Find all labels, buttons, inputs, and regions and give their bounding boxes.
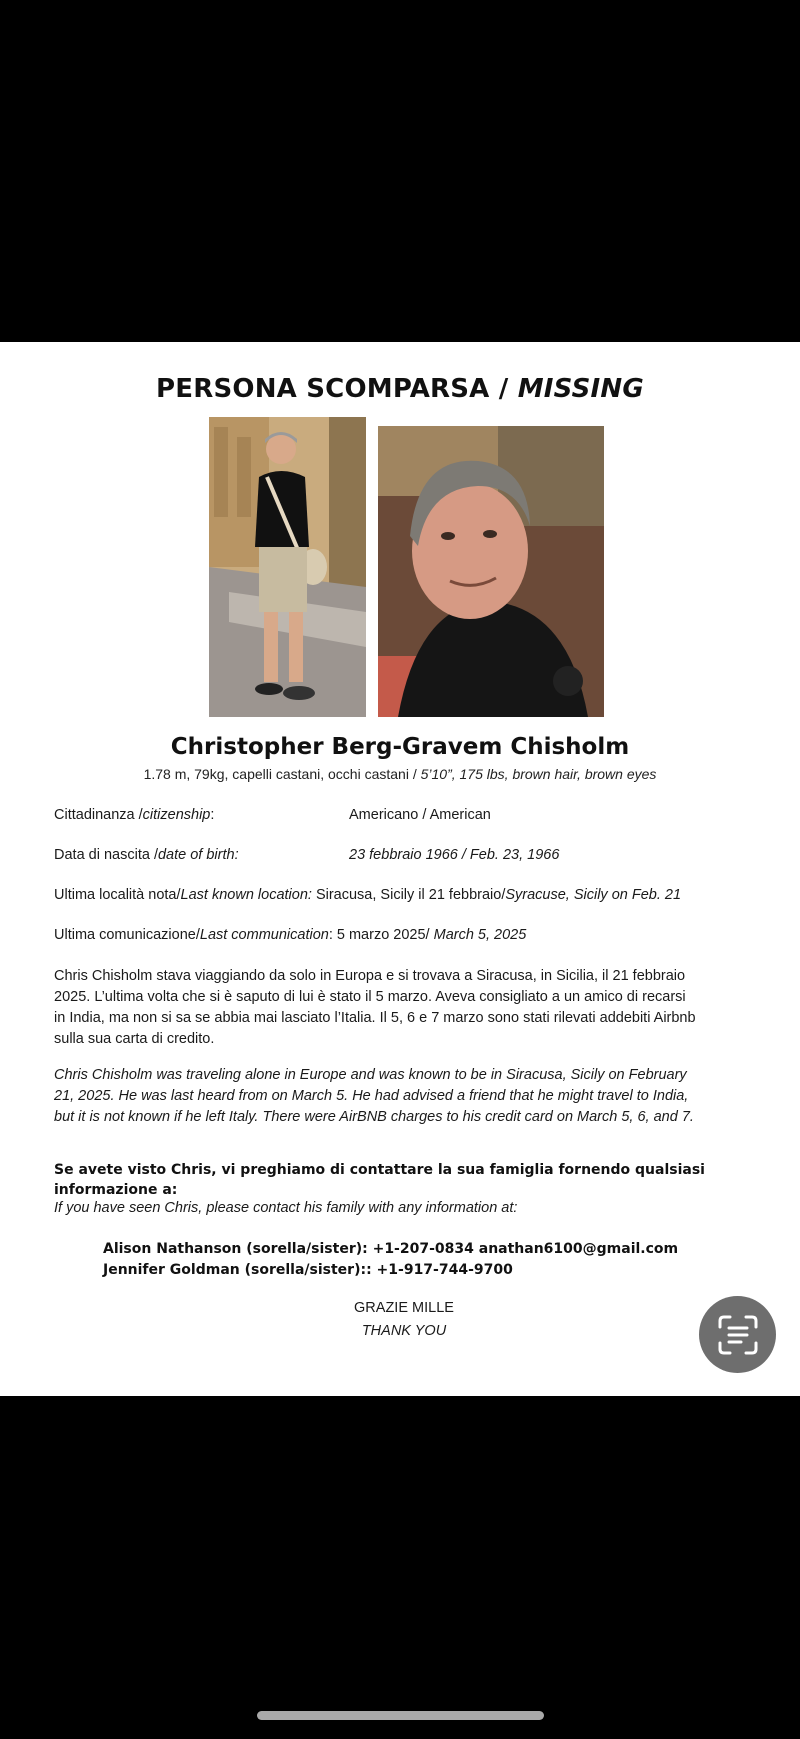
contact-subheading: If you have seen Chris, please contact his family with any information at:	[54, 1200, 518, 1216]
dob-value: 23 febbraio 1966 / Feb. 23, 1966	[349, 847, 560, 863]
thanks-english: THANK YOU	[361, 1323, 447, 1339]
portrait-photo	[378, 426, 604, 717]
full-body-photo	[209, 417, 366, 717]
thanks-italian: GRAZIE MILLE	[354, 1300, 454, 1316]
contact-heading: Se avete visto Chris, vi preghiamo di contattare la sua famiglia fornendo qualsiasi informazione a:	[54, 1162, 705, 1198]
citizenship-row: Cittadinanza /citizenship: Americano / American	[54, 807, 491, 823]
home-indicator[interactable]	[257, 1711, 544, 1720]
physical-description: 1.78 m, 79kg, capelli castani, occhi castani / 5’10”, 175 lbs, brown hair, brown eyes	[143, 766, 657, 782]
paragraph-english: Chris Chisholm was traveling alone in Europe and was known to be in Siracusa, Sicily on February 21, 2025. He was last heard from on March 5. He had advised a friend that he might travel to India, but it is not known if he left Italy. There were AirBNB charges to his credit card on March 5, 6, and 7.	[54, 1067, 694, 1125]
communication-row: Ultima comunicazione/Last communication: 5 marzo 2025/ March 5, 2025	[54, 927, 527, 943]
poster-title: PERSONA SCOMPARSA / MISSING	[156, 374, 644, 404]
paragraph-italian: Chris Chisholm stava viaggiando da solo in Europa e si trovava a Siracusa, in Sicilia, il 21 febbraio 2025. L’ultima volta che si è saputo di lui è stato il 5 marzo. Aveva consigliato a un amico di recarsi in India, ma non si sa se abbia mai lasciato l’Italia. Il 5, 6 e 7 marzo sono stati rilevati addebiti Airbnb sulla sua carta di credito.	[54, 968, 696, 1047]
contact-jennifer: Jennifer Goldman (sorella/sister):: +1-917-744-9700	[103, 1262, 513, 1278]
location-row: Ultima località nota/Last known location: Siracusa, Sicily il 21 febbraio/Syracuse, Sicily on Feb. 21	[54, 887, 682, 903]
contact-alison: Alison Nathanson (sorella/sister): +1-207-0834 anathan6100@gmail.com	[103, 1241, 679, 1257]
missing-person-name: Christopher Berg-Gravem Chisholm	[170, 734, 630, 760]
missing-poster	[0, 342, 800, 1396]
live-text-scan-icon	[716, 1313, 760, 1357]
live-text-scan-button[interactable]	[699, 1296, 776, 1373]
citizenship-value: Americano / American	[349, 807, 491, 823]
dob-row: Data di nascita /date of birth: 23 febbraio 1966 / Feb. 23, 1966	[54, 847, 560, 863]
